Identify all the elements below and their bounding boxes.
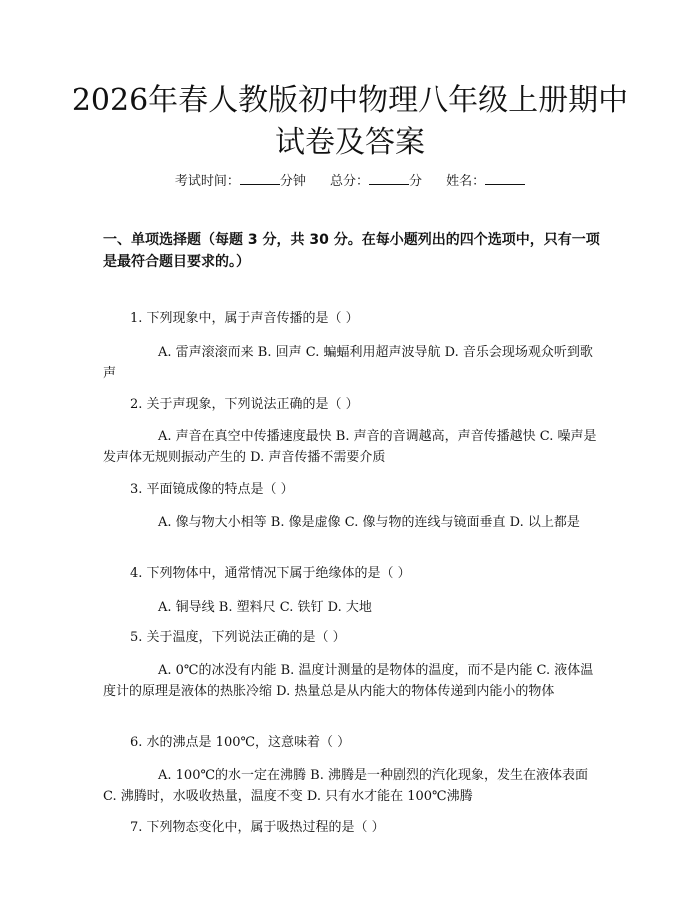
time-unit: 分钟 [279, 174, 306, 189]
time-blank [240, 172, 280, 185]
question-stem: 2. 关于声现象，下列说法正确的是（ ） [130, 397, 359, 412]
exam-time [175, 174, 306, 189]
question-stem: 6. 水的沸点是 100℃，这意味着（ ） [130, 735, 351, 750]
score-unit: 分 [409, 174, 423, 189]
question-options: A. 雷声滚滚而来 B. 回声 C. 蝙蝠利用超声波导航 D. 音乐会现场观众听到歌声 [103, 345, 593, 381]
question-options: A. 像与物大小相等 B. 像是虚像 C. 像与物的连线与镜面垂直 D. 以上都是 [158, 515, 580, 530]
student-name [446, 174, 525, 189]
total-score [330, 174, 422, 189]
question-stem: 4. 下列物体中，通常情况下属于绝缘体的是（ ） [130, 566, 411, 581]
question-stem: 5. 关于温度，下列说法正确的是（ ） [130, 630, 346, 645]
question-stem: 7. 下列物态变化中，属于吸热过程的是（ ） [130, 820, 385, 835]
section-heading: 一、单项选择题（每题 3 分，共 30 分。在每小题列出的四个选项中，只有一项是最符合题目要求的。） [103, 232, 600, 270]
score-label: 总分： [329, 174, 369, 189]
page-title: 2026年春人教版初中物理八年级上册期中试卷及答案 [71, 83, 629, 160]
question-options: A. 声音在真空中传播速度最快 B. 声音的音调越高，声音传播越快 C. 噪声是发声体无规则振动产生的 D. 声音传播不需要介质 [103, 429, 597, 465]
question-options: A. 0℃的冰没有内能 B. 温度计测量的是物体的温度，而不是内能 C. 液体温度计的原理是液体的热胀冷缩 D. 热量总是从内能大的物体传递到内能小的物体 [103, 663, 594, 699]
time-label: 考试时间： [174, 174, 240, 189]
score-blank [369, 172, 409, 185]
question-stem: 3. 平面镜成像的特点是（ ） [130, 482, 294, 497]
name-label: 姓名： [446, 174, 486, 189]
question-stem: 1. 下列现象中，属于声音传播的是（ ） [130, 311, 359, 326]
question-options: A. 100℃的水一定在沸腾 B. 沸腾是一种剧烈的汽化现象，发生在液体表面 C. 沸腾时，水吸收热量，温度不变 D. 只有水才能在 100℃沸腾 [103, 768, 588, 804]
question-options: A. 铜导线 B. 塑料尺 C. 铁钉 D. 大地 [158, 600, 372, 615]
exam-info-line [0, 170, 700, 189]
name-blank [485, 172, 525, 185]
